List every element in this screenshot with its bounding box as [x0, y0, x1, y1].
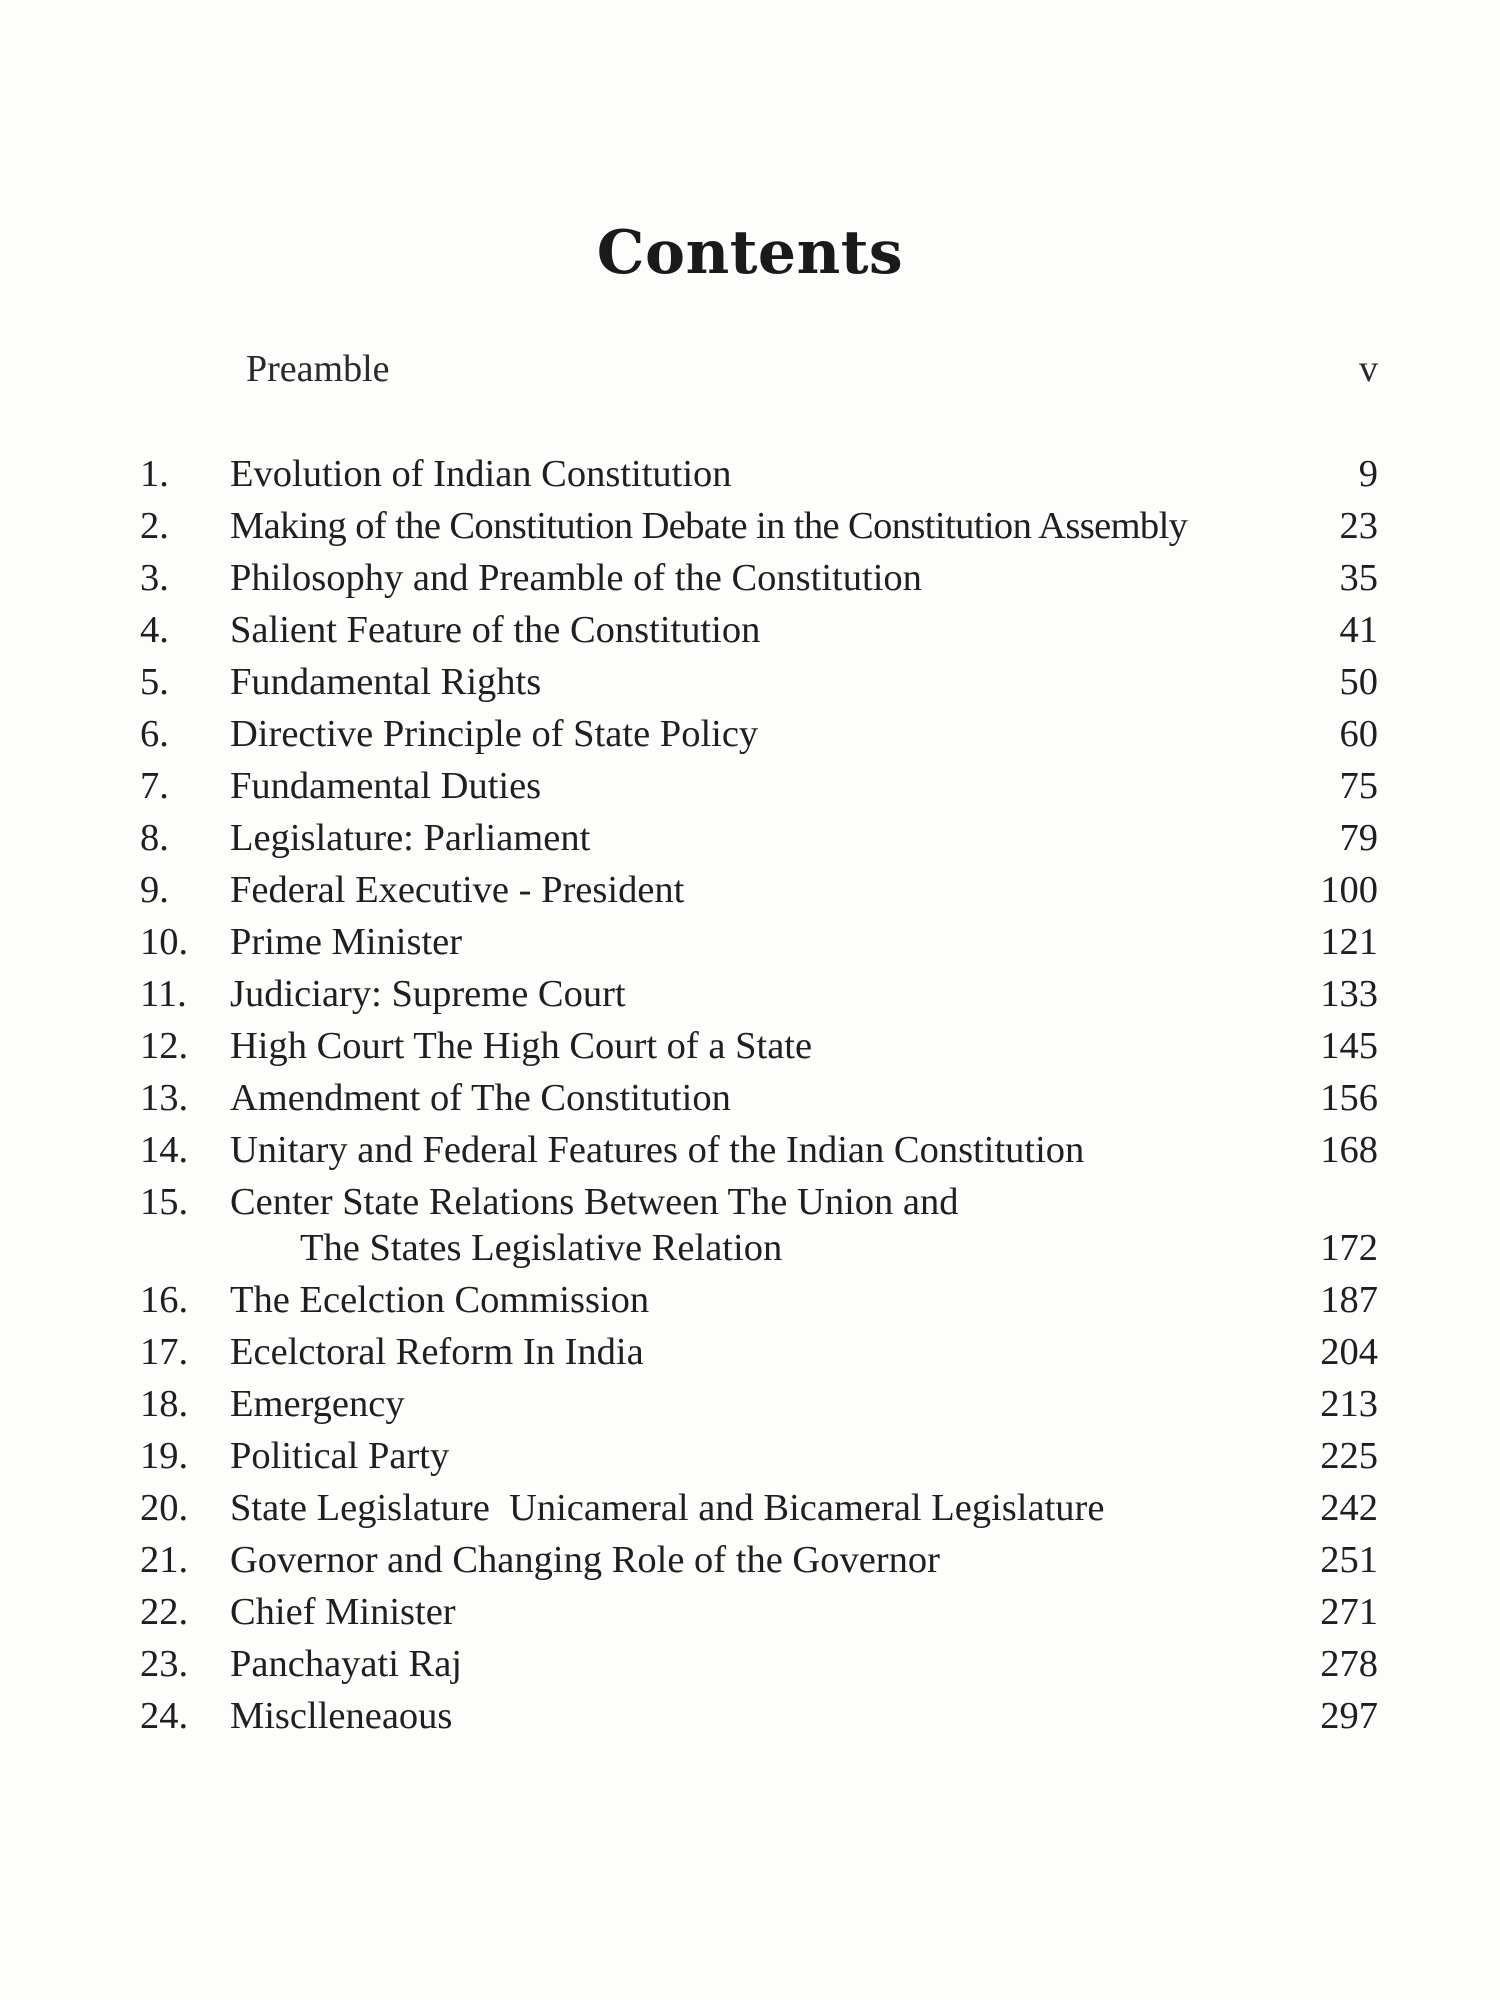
toc-entry-number: 5.: [140, 661, 169, 703]
toc-entry-title: Chief Minister: [230, 1591, 456, 1633]
toc-entry-title: Governor and Changing Role of the Governor: [230, 1539, 940, 1581]
toc-entry: [0, 1124, 1500, 1176]
toc-entry: [0, 708, 1500, 760]
toc-entry: [0, 1378, 1500, 1430]
toc-entry-page: 35: [1339, 557, 1378, 599]
toc-entry-title: Directive Principle of State Policy: [230, 713, 759, 755]
toc-entry-number: 10.: [140, 921, 189, 963]
toc-entry: [0, 1176, 1500, 1274]
toc-entry-number: 11.: [140, 973, 187, 1015]
page-title: Contents: [596, 218, 904, 288]
toc-entry: [0, 916, 1500, 968]
toc-entry: [0, 1274, 1500, 1326]
toc-entry-page: 23: [1339, 505, 1378, 547]
toc-entry-page: 60: [1339, 713, 1378, 755]
toc-entry: [0, 1326, 1500, 1378]
toc-entry-number: 12.: [140, 1025, 189, 1067]
toc-entry-title: Federal Executive - President: [230, 869, 685, 911]
toc-entry-title: Evolution of Indian Constitution: [230, 453, 732, 495]
toc-entry-number: 14.: [140, 1129, 189, 1171]
toc-entry: [0, 448, 1500, 500]
toc-entry-number: 19.: [140, 1435, 189, 1477]
toc-entry-page: 251: [1320, 1539, 1378, 1581]
toc-entry-page: 278: [1320, 1643, 1378, 1685]
toc-entry-number: 13.: [140, 1077, 189, 1119]
toc-entry-number: 23.: [140, 1643, 189, 1685]
toc-entry-page: 9: [1358, 453, 1378, 495]
toc-entry-number: 18.: [140, 1383, 189, 1425]
toc-entry-title: Panchayati Raj: [230, 1643, 462, 1685]
toc-entry: [0, 1482, 1500, 1534]
preamble-page-number: v: [1359, 348, 1378, 390]
toc-entry-page: 156: [1320, 1077, 1378, 1119]
toc-entry: [0, 760, 1500, 812]
toc-entry: [0, 1690, 1500, 1742]
toc-entry-page: 242: [1320, 1487, 1378, 1529]
toc-entry-title: High Court The High Court of a State: [230, 1025, 813, 1067]
toc-entry-title: Ecelctoral Reform In India: [230, 1331, 644, 1373]
toc-entry-page: 172: [1320, 1227, 1378, 1269]
toc-entry-title: Legislature: Parliament: [230, 817, 591, 859]
toc-entry: [0, 500, 1500, 552]
toc-entry-number: 21.: [140, 1539, 189, 1581]
toc-entry-number: 24.: [140, 1695, 189, 1737]
toc-entry-number: 1.: [140, 453, 169, 495]
toc-entry: [0, 604, 1500, 656]
toc-entry-number: 2.: [140, 505, 169, 547]
toc-entry-title: Prime Minister: [230, 921, 463, 963]
toc-entry-page: 168: [1320, 1129, 1378, 1171]
toc-entry-title: Philosophy and Preamble of the Constitution: [230, 557, 922, 599]
toc-entry-page: 145: [1320, 1025, 1378, 1067]
toc-entry-page: 75: [1339, 765, 1378, 807]
toc-entry: [0, 812, 1500, 864]
toc-entry-title: Emergency: [230, 1383, 405, 1425]
toc-entry-title: Judiciary: Supreme Court: [230, 973, 626, 1015]
toc-entry-page: 133: [1320, 973, 1378, 1015]
toc-entry-number: 15.: [140, 1181, 189, 1223]
toc-entry: [0, 656, 1500, 708]
toc-list: [0, 448, 1500, 1742]
toc-entry: [0, 1072, 1500, 1124]
toc-entry: [0, 1020, 1500, 1072]
toc-entry: [0, 1534, 1500, 1586]
toc-entry-title: Fundamental Rights: [230, 661, 542, 703]
toc-entry-page: 100: [1320, 869, 1378, 911]
toc-entry-title: Political Party: [230, 1435, 450, 1477]
toc-entry-title: Salient Feature of the Constitution: [230, 609, 761, 651]
toc-entry-title: Making of the Constitution Debate in the Constitution Assembly: [230, 505, 1188, 547]
toc-entry-title: The Ecelction Commission: [230, 1279, 650, 1321]
toc-entry-number: 6.: [140, 713, 169, 755]
toc-entry-page: 204: [1320, 1331, 1378, 1373]
toc-entry-title: Center State Relations Between The Union and: [230, 1181, 959, 1223]
toc-entry-number: 16.: [140, 1279, 189, 1321]
toc-entry: [0, 552, 1500, 604]
toc-entry-page: 41: [1339, 609, 1378, 651]
preamble-entry: [0, 347, 1500, 399]
toc-entry-page: 121: [1320, 921, 1378, 963]
toc-entry-title-continuation: The States Legislative Relation: [300, 1227, 783, 1269]
toc-entry-page: 225: [1320, 1435, 1378, 1477]
toc-entry: [0, 968, 1500, 1020]
toc-entry-number: 17.: [140, 1331, 189, 1373]
toc-entry-title: Amendment of The Constitution: [230, 1077, 731, 1119]
toc-entry-number: 3.: [140, 557, 169, 599]
toc-entry-page: 187: [1320, 1279, 1378, 1321]
toc-entry-number: 20.: [140, 1487, 189, 1529]
toc-entry-number: 7.: [140, 765, 169, 807]
toc-entry-page: 213: [1320, 1383, 1378, 1425]
toc-entry-title: State Legislature Unicameral and Bicameral Legislature: [230, 1487, 1105, 1529]
toc-entry: [0, 1586, 1500, 1638]
toc-entry: [0, 1638, 1500, 1690]
preamble-label: Preamble: [246, 348, 390, 390]
toc-entry: [0, 864, 1500, 916]
toc-entry-title: Unitary and Federal Features of the Indian Constitution: [230, 1129, 1085, 1171]
toc-entry-title: Misclleneaous: [230, 1695, 453, 1737]
toc-entry: [0, 1430, 1500, 1482]
toc-entry-number: 9.: [140, 869, 169, 911]
toc-entry-title: Fundamental Duties: [230, 765, 542, 807]
toc-entry-number: 22.: [140, 1591, 189, 1633]
toc-entry-page: 79: [1339, 817, 1378, 859]
toc-entry-page: 271: [1320, 1591, 1378, 1633]
toc-entry-number: 8.: [140, 817, 169, 859]
toc-entry-page: 50: [1339, 661, 1378, 703]
toc-entry-number: 4.: [140, 609, 169, 651]
toc-entry-page: 297: [1320, 1695, 1378, 1737]
